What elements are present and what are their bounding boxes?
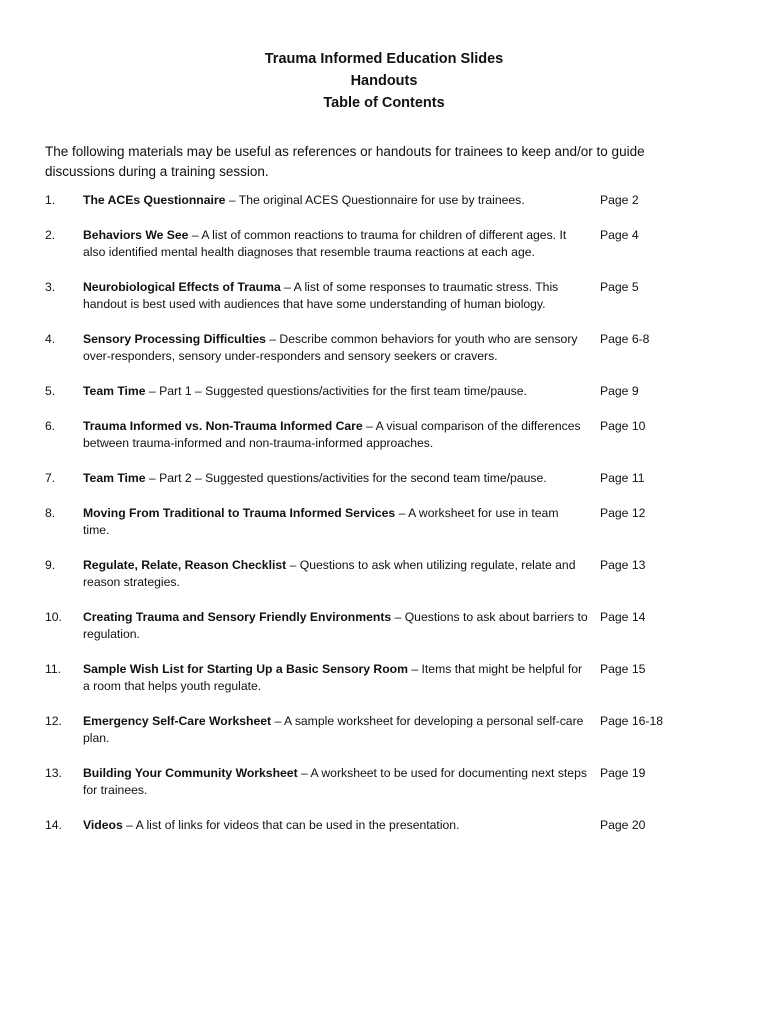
toc-item-text: – Describe common behaviors for youth who are sensory over-responders, sensory under-responders and sensory seekers or cravers. (83, 332, 578, 363)
document-subtitle: Handouts (350, 73, 418, 89)
toc-item-number: 12. (45, 714, 62, 728)
toc-item (45, 557, 725, 591)
toc-item-text: – A sample worksheet for developing a personal self-care plan. (83, 714, 584, 745)
toc-item (45, 713, 725, 747)
toc-item-text: – A worksheet for use in team time. (83, 506, 559, 537)
toc-item-number: 9. (45, 558, 56, 572)
toc-item-description (83, 227, 588, 261)
toc-item (45, 192, 725, 209)
toc-item-number: 14. (45, 818, 62, 832)
toc-item-page: Page 13 (600, 558, 646, 572)
toc-item-title: Trauma Informed vs. Non-Trauma Informed Care (83, 419, 363, 433)
toc-item-text: – Items that might be helpful for a room that helps youth regulate. (83, 662, 583, 693)
toc-item-page: Page 11 (600, 471, 645, 485)
document-header (0, 48, 768, 114)
toc-item-description (83, 470, 588, 487)
toc-item-page: Page 4 (600, 228, 639, 242)
toc-item-text: – A worksheet to be used for documenting next steps for trainees. (83, 766, 587, 797)
toc-item-description (83, 279, 588, 313)
toc-item (45, 383, 725, 400)
toc-item-text: – Questions to ask about barriers to regulation. (83, 610, 588, 641)
toc-item-title: Team Time (83, 384, 146, 398)
document-title: Trauma Informed Education Slides (264, 51, 504, 67)
toc-item-title: Videos (83, 818, 123, 832)
toc-item-number: 13. (45, 766, 62, 780)
intro-paragraph: The following materials may be useful as references or handouts for trainees to keep and/or to guide discussions during a training session. (45, 144, 645, 179)
toc-item-title: The ACEs Questionnaire (83, 193, 226, 207)
toc-item-page: Page 15 (600, 662, 646, 676)
toc-item-page: Page 16-18 (600, 714, 664, 728)
toc-item-text: – Part 2 – Suggested questions/activities for the second team time/pause. (145, 471, 547, 485)
toc-item-title: Creating Trauma and Sensory Friendly Environments (83, 610, 392, 624)
toc-item-page: Page 19 (600, 766, 646, 780)
toc-item-page: Page 9 (600, 384, 639, 398)
toc-item-number: 6. (45, 419, 56, 433)
toc-item-number: 10. (45, 610, 62, 624)
toc-item (45, 227, 725, 261)
toc-item-description (83, 331, 588, 365)
toc-item-page: Page 2 (600, 193, 639, 207)
toc-item-page: Page 14 (600, 610, 646, 624)
toc-item-number: 3. (45, 280, 56, 294)
toc-item-title: Sample Wish List for Starting Up a Basic Sensory Room (83, 662, 408, 676)
toc-item-text: – A visual comparison of the differences between trauma-informed and non-trauma-informed approaches. (83, 419, 581, 450)
toc-item (45, 418, 725, 452)
toc-item-description (83, 817, 588, 834)
toc-item-text: – Part 1 – Suggested questions/activities for the first team time/pause. (145, 384, 527, 398)
toc-item-number: 11. (45, 662, 62, 676)
toc-item-page: Page 10 (600, 419, 646, 433)
toc-item-text: – A list of links for videos that can be used in the presentation. (122, 818, 460, 832)
toc-item (45, 279, 725, 313)
toc-item-text: – Questions to ask when utilizing regulate, relate and reason strategies. (83, 558, 576, 589)
toc-item-title: Behaviors We See (83, 228, 189, 242)
toc-item-page: Page 20 (600, 818, 646, 832)
toc-item-title: Neurobiological Effects of Trauma (83, 280, 281, 294)
toc-item-title: Moving From Traditional to Trauma Informed Services (83, 506, 396, 520)
toc-item-page: Page 5 (600, 280, 639, 294)
toc-item-title: Sensory Processing Difficulties (83, 332, 266, 346)
toc-item (45, 470, 725, 487)
toc-item-description (83, 765, 588, 799)
toc-item-description (83, 713, 588, 747)
toc-item-number: 4. (45, 332, 56, 346)
toc-item-title: Emergency Self-Care Worksheet (83, 714, 272, 728)
toc-item (45, 661, 725, 695)
toc-item-description (83, 418, 588, 452)
toc-item (45, 817, 725, 834)
toc-item-page: Page 12 (600, 506, 646, 520)
toc-item-description (83, 383, 588, 400)
toc-item-number: 7. (45, 471, 56, 485)
toc-item-text: – The original ACES Questionnaire for use by trainees. (225, 193, 525, 207)
table-of-contents (45, 192, 725, 852)
toc-item-description (83, 557, 588, 591)
toc-item-title: Building Your Community Worksheet (83, 766, 298, 780)
toc-item-number: 2. (45, 228, 56, 242)
toc-item-description (83, 192, 588, 209)
toc-item-number: 5. (45, 384, 56, 398)
toc-item-number: 8. (45, 506, 56, 520)
toc-item (45, 765, 725, 799)
toc-item-description (83, 505, 588, 539)
toc-item-description (83, 661, 588, 695)
toc-item-description (83, 609, 588, 643)
toc-item (45, 505, 725, 539)
toc-item-number: 1. (45, 193, 56, 207)
toc-item (45, 331, 725, 365)
toc-item-page: Page 6-8 (600, 332, 650, 346)
toc-item-text: – A list of common reactions to trauma for children of different ages. It also identified mental health diagnoses that resemble trauma reactions at each age. (83, 228, 567, 259)
toc-item-title: Team Time (83, 471, 146, 485)
toc-item-title: Regulate, Relate, Reason Checklist (83, 558, 287, 572)
toc-item-text: – A list of some responses to traumatic stress. This handout is best used with audiences that have some understanding of human biology. (83, 280, 559, 311)
toc-item (45, 609, 725, 643)
toc-heading: Table of Contents (323, 95, 445, 111)
